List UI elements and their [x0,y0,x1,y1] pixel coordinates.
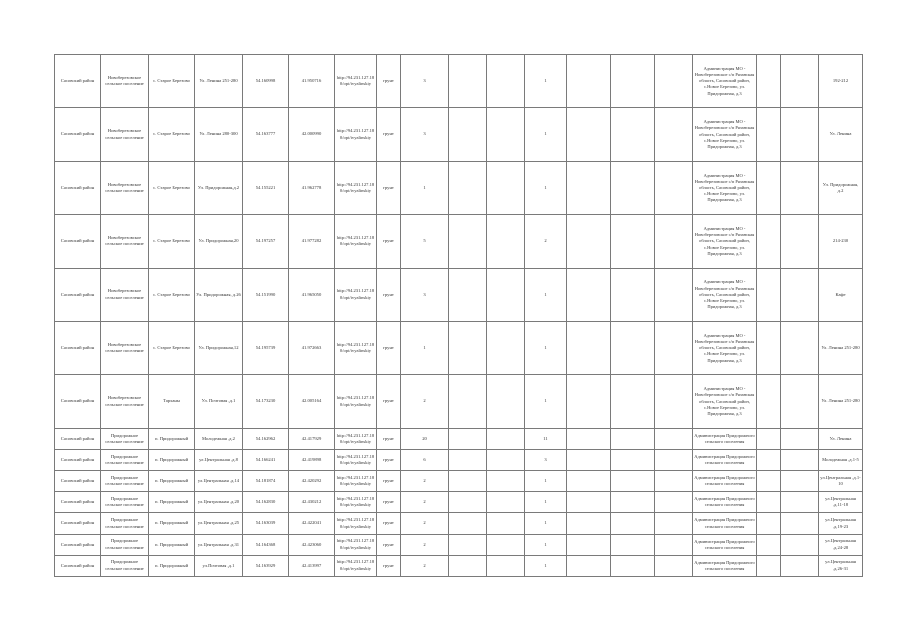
cell-col9: 3 [401,55,449,108]
cell-empty [655,161,693,214]
cell-lon: 41.972663 [289,322,335,375]
cell-district: Сасовский район [55,513,101,534]
table-row [55,555,863,576]
cell-locality: п. Придорожный [149,492,195,513]
cell-settlement: Новоберезовское сельское поселение [101,161,149,214]
cell-lon: 42.423060 [289,534,335,555]
cell-col12: 1 [525,268,567,321]
cell-locality: п. Придорожный [149,428,195,449]
cell-lon: 42.413997 [289,555,335,576]
cell-empty [611,492,655,513]
table-row [55,534,863,555]
cell-lon: 42.419898 [289,450,335,471]
cell-district: Сасовский район [55,450,101,471]
cell-surface: грунт [377,215,401,268]
cell-lat: 54.162962 [243,428,289,449]
table-row [55,375,863,428]
cell-empty [567,161,611,214]
cell-empty [655,513,693,534]
cell-served: ул.Центральная ,д.19-23 [819,513,863,534]
cell-served: Ул. Ленина 251-280 [819,322,863,375]
cell-col12: 2 [525,215,567,268]
cell-link: http://94.231.127.180/opt/ivyalinskiy [335,534,377,555]
cell-col12: 1 [525,108,567,161]
cell-empty [567,428,611,449]
cell-empty [449,322,487,375]
cell-empty [611,534,655,555]
cell-district: Сасовский район [55,492,101,513]
cell-col9: 2 [401,513,449,534]
cell-address: ул.Центральная ,д.14 [195,471,243,492]
table-row [55,55,863,108]
cell-empty [449,450,487,471]
cell-empty [781,450,819,471]
cell-empty [757,513,781,534]
cell-empty [781,428,819,449]
cell-served: Ул. Ленина [819,108,863,161]
cell-empty [449,161,487,214]
cell-link: http://94.231.127.180/opt/ivyalinskiy [335,108,377,161]
cell-empty [449,492,487,513]
cell-empty [611,55,655,108]
cell-empty [655,215,693,268]
cell-empty [655,268,693,321]
cell-surface: грунт [377,268,401,321]
cell-district: Сасовский район [55,161,101,214]
cell-lat: 54.151990 [243,268,289,321]
cell-address: ул.Центральная ,д.8 [195,450,243,471]
cell-empty [757,322,781,375]
cell-empty [655,555,693,576]
cell-empty [757,268,781,321]
cell-owner: Администрация Придорожного сельского поселения [693,555,757,576]
cell-address: ул.Центральная ,д.25 [195,513,243,534]
cell-empty [781,322,819,375]
cell-settlement: Придорожное сельское поселение [101,513,149,534]
cell-settlement: Новоберезовское сельское поселение [101,55,149,108]
cell-empty [781,492,819,513]
cell-empty [611,268,655,321]
cell-empty [757,534,781,555]
cell-empty [487,215,525,268]
cell-empty [655,534,693,555]
cell-empty [567,450,611,471]
cell-col9: 2 [401,471,449,492]
cell-district: Сасовский район [55,322,101,375]
cell-link: http://94.231.127.180/opt/ivyalinskiy [335,555,377,576]
cell-locality: п. Придорожный [149,513,195,534]
cell-lat: 54.197257 [243,215,289,268]
cell-surface: грунт [377,450,401,471]
cell-empty [655,55,693,108]
cell-district: Сасовский район [55,428,101,449]
cell-lon: 41.950716 [289,55,335,108]
cell-owner: Администрация МО - Новоберезовское с/п Рязанская область, Сасовский район, с.Новое Березово, ул. Придорожная, д.3 [693,215,757,268]
cell-empty [611,555,655,576]
cell-owner: Администрация МО - Новоберезовское с/п Рязанская область, Сасовский район, с.Новое Березово, ул. Придорожная, д.3 [693,161,757,214]
cell-empty [655,108,693,161]
cell-empty [781,55,819,108]
cell-lon: 41.977282 [289,215,335,268]
cell-lon: 42.420292 [289,471,335,492]
cell-empty [487,322,525,375]
cell-surface: грунт [377,55,401,108]
cell-empty [567,268,611,321]
cell-col9: 2 [401,375,449,428]
cell-empty [567,375,611,428]
cell-col12: 3 [525,450,567,471]
cell-link: http://94.231.127.180/opt/ivyalinskiy [335,513,377,534]
cell-settlement: Придорожное сельское поселение [101,450,149,471]
cell-owner: Администрация МО - Новоберезовское с/п Рязанская область, Сасовский район, с.Новое Березово, ул. Придорожная, д.3 [693,108,757,161]
cell-settlement: Новоберезовское сельское поселение [101,375,149,428]
cell-address: ул.Центральная ,д.31 [195,534,243,555]
cell-empty [487,492,525,513]
cell-empty [781,108,819,161]
cell-col9: 2 [401,492,449,513]
cell-lat: 54.181874 [243,471,289,492]
cell-surface: грунт [377,161,401,214]
cell-empty [655,322,693,375]
cell-empty [449,534,487,555]
cell-empty [611,215,655,268]
cell-lon: 42.417929 [289,428,335,449]
cell-empty [611,108,655,161]
cell-empty [611,161,655,214]
table-row [55,268,863,321]
cell-owner: Администрация МО - Новоберезовское с/п Рязанская область, Сасовский район, с.Новое Березово, ул. Придорожная, д.3 [693,55,757,108]
cell-empty [449,555,487,576]
cell-locality: с. Старое Березово [149,215,195,268]
cell-locality: с. Старое Березово [149,322,195,375]
cell-surface: грунт [377,322,401,375]
cell-locality: п. Придорожный [149,534,195,555]
cell-empty [611,513,655,534]
cell-lon: 41.965050 [289,268,335,321]
cell-link: http://94.231.127.180/opt/ivyalinskiy [335,450,377,471]
cell-empty [611,375,655,428]
cell-col9: 2 [401,534,449,555]
cell-empty [781,513,819,534]
container-sites-table [54,54,863,577]
cell-empty [487,450,525,471]
cell-empty [487,428,525,449]
cell-empty [449,268,487,321]
cell-settlement: Придорожное сельское поселение [101,555,149,576]
cell-empty [655,428,693,449]
cell-link: http://94.231.127.180/opt/ivyalinskiy [335,55,377,108]
cell-address: ул.Центральная ,д.20 [195,492,243,513]
cell-address: Молодежная ,д.2 [195,428,243,449]
cell-empty [567,108,611,161]
table-row [55,428,863,449]
table-row [55,108,863,161]
cell-empty [757,215,781,268]
cell-empty [487,268,525,321]
cell-served: ул.Центральная ,д.26-31 [819,555,863,576]
cell-settlement: Придорожное сельское поселение [101,492,149,513]
cell-link: http://94.231.127.180/opt/ivyalinskiy [335,471,377,492]
cell-settlement: Новоберезовское сельское поселение [101,322,149,375]
cell-owner: Администрация МО - Новоберезовское с/п Рязанская область, Сасовский район, с.Новое Березово, ул. Придорожная, д.3 [693,375,757,428]
cell-surface: грунт [377,108,401,161]
cell-empty [781,534,819,555]
cell-empty [611,428,655,449]
table-row [55,471,863,492]
cell-lat: 54.195739 [243,322,289,375]
cell-settlement: Придорожное сельское поселение [101,471,149,492]
cell-empty [487,534,525,555]
table-row [55,450,863,471]
cell-served: Молодежная ,д.1-5 [819,450,863,471]
cell-empty [487,555,525,576]
cell-col9: 1 [401,322,449,375]
cell-empty [449,471,487,492]
cell-col12: 1 [525,555,567,576]
cell-owner: Администрация МО - Новоберезовское с/п Рязанская область, Сасовский район, с.Новое Березово, ул. Придорожная, д.3 [693,322,757,375]
cell-empty [449,375,487,428]
cell-link: http://94.231.127.180/opt/ivyalinskiy [335,322,377,375]
cell-empty [781,375,819,428]
cell-settlement: Новоберезовское сельское поселение [101,108,149,161]
cell-served: ул.Центральная ,д.11-18 [819,492,863,513]
table-row [55,322,863,375]
cell-link: http://94.231.127.180/opt/ivyalinskiy [335,161,377,214]
cell-empty [757,161,781,214]
cell-locality: п. Придорожный [149,471,195,492]
cell-locality: с. Старое Березово [149,268,195,321]
cell-empty [449,513,487,534]
cell-locality: п. Придорожный [149,555,195,576]
cell-district: Сасовский район [55,108,101,161]
cell-empty [487,108,525,161]
cell-empty [487,161,525,214]
cell-empty [449,108,487,161]
cell-col12: 1 [525,471,567,492]
cell-settlement: Новоберезовское сельское поселение [101,268,149,321]
cell-empty [655,492,693,513]
cell-empty [487,55,525,108]
cell-empty [757,108,781,161]
cell-empty [781,555,819,576]
cell-district: Сасовский район [55,471,101,492]
cell-empty [611,322,655,375]
cell-empty [757,471,781,492]
cell-surface: грунт [377,513,401,534]
cell-empty [757,55,781,108]
cell-empty [487,375,525,428]
cell-empty [487,513,525,534]
cell-owner: Администрация Придорожного сельского поселения [693,492,757,513]
cell-served: 192-212 [819,55,863,108]
cell-owner: Администрация Придорожного сельского поселения [693,513,757,534]
cell-empty [757,492,781,513]
cell-surface: грунт [377,471,401,492]
cell-served: ул.Центральная ,д.1-10 [819,471,863,492]
cell-served: Ул. Придорожная, д.2 [819,161,863,214]
cell-empty [781,215,819,268]
cell-empty [655,375,693,428]
cell-address: Ул. Придорожная,д.2 [195,161,243,214]
table-row [55,492,863,513]
cell-empty [567,492,611,513]
cell-empty [567,322,611,375]
cell-empty [567,513,611,534]
cell-col9: 6 [401,450,449,471]
cell-link: http://94.231.127.180/opt/ivyalinskiy [335,268,377,321]
cell-locality: Тарханы [149,375,195,428]
cell-col12: 1 [525,161,567,214]
cell-col12: 11 [525,428,567,449]
cell-col12: 1 [525,375,567,428]
cell-lon: 42.000990 [289,108,335,161]
cell-lon: 42.422041 [289,513,335,534]
cell-col12: 1 [525,534,567,555]
cell-lon: 41.962778 [289,161,335,214]
cell-empty [655,471,693,492]
cell-owner: Администрация Придорожного сельского поселения [693,471,757,492]
cell-link: http://94.231.127.180/opt/ivyalinskiy [335,428,377,449]
cell-empty [567,215,611,268]
cell-surface: грунт [377,555,401,576]
cell-owner: Администрация Придорожного сельского поселения [693,428,757,449]
cell-locality: с. Старое Березово [149,55,195,108]
cell-district: Сасовский район [55,55,101,108]
cell-col12: 1 [525,513,567,534]
table-row [55,215,863,268]
cell-locality: с. Старое Березово [149,108,195,161]
cell-settlement: Новоберезовское сельское поселение [101,215,149,268]
cell-address: Ул. Придорожная, д.26 [195,268,243,321]
cell-owner: Администрация Придорожного сельского поселения [693,450,757,471]
table-row [55,161,863,214]
cell-col9: 3 [401,108,449,161]
cell-empty [611,471,655,492]
cell-lat: 54.155221 [243,161,289,214]
cell-address: ул.Почтовая ,д.1 [195,555,243,576]
cell-col9: 2 [401,555,449,576]
cell-col9: 5 [401,215,449,268]
cell-link: http://94.231.127.180/opt/ivyalinskiy [335,215,377,268]
cell-served: ул.Центральная ,д.24-28 [819,534,863,555]
cell-lat: 54.160998 [243,55,289,108]
cell-col9: 1 [401,161,449,214]
cell-lat: 54.163929 [243,555,289,576]
cell-served: Кафе [819,268,863,321]
cell-surface: грунт [377,428,401,449]
cell-col12: 1 [525,55,567,108]
cell-col9: 20 [401,428,449,449]
cell-lon: 42.430212 [289,492,335,513]
cell-address: Ул. Придорожная,12 [195,322,243,375]
cell-locality: с. Старое Березово [149,161,195,214]
cell-district: Сасовский район [55,215,101,268]
cell-empty [757,555,781,576]
cell-empty [757,375,781,428]
cell-district: Сасовский район [55,375,101,428]
cell-empty [567,534,611,555]
cell-surface: грунт [377,492,401,513]
cell-owner: Администрация МО - Новоберезовское с/п Рязанская область, Сасовский район, с.Новое Березово, ул. Придорожная, д.3 [693,268,757,321]
cell-district: Сасовский район [55,555,101,576]
cell-address: Ул. Почтовая ,д.1 [195,375,243,428]
cell-locality: п. Придорожный [149,450,195,471]
cell-address: Ул. Ленина 251-280 [195,55,243,108]
cell-served: Ул. Ленина 251-280 [819,375,863,428]
cell-empty [781,161,819,214]
cell-empty [449,55,487,108]
cell-empty [449,215,487,268]
cell-link: http://94.231.127.180/opt/ivyalinskiy [335,492,377,513]
cell-link: http://94.231.127.180/opt/ivyalinskiy [335,375,377,428]
cell-col12: 1 [525,322,567,375]
cell-empty [655,450,693,471]
cell-empty [757,450,781,471]
cell-served: 214-230 [819,215,863,268]
cell-lat: 54.164368 [243,534,289,555]
cell-col12: 1 [525,492,567,513]
cell-empty [757,428,781,449]
cell-empty [567,471,611,492]
cell-owner: Администрация Придорожного сельского поселения [693,534,757,555]
cell-served: Ул. Ленина [819,428,863,449]
cell-surface: грунт [377,375,401,428]
cell-empty [781,268,819,321]
cell-col9: 3 [401,268,449,321]
cell-settlement: Придорожное сельское поселение [101,428,149,449]
cell-empty [567,55,611,108]
cell-settlement: Придорожное сельское поселение [101,534,149,555]
table-row [55,513,863,534]
cell-surface: грунт [377,534,401,555]
cell-lat: 54.163039 [243,513,289,534]
cell-empty [449,428,487,449]
cell-lat: 54.163777 [243,108,289,161]
cell-empty [781,471,819,492]
cell-lat: 54.166241 [243,450,289,471]
cell-lat: 54.162830 [243,492,289,513]
cell-address: Ул. Придорожная,20 [195,215,243,268]
cell-empty [567,555,611,576]
cell-district: Сасовский район [55,534,101,555]
cell-lat: 54.173230 [243,375,289,428]
cell-address: Ул. Ленина 280-300 [195,108,243,161]
cell-lon: 42.005164 [289,375,335,428]
cell-district: Сасовский район [55,268,101,321]
cell-empty [611,450,655,471]
cell-empty [487,471,525,492]
